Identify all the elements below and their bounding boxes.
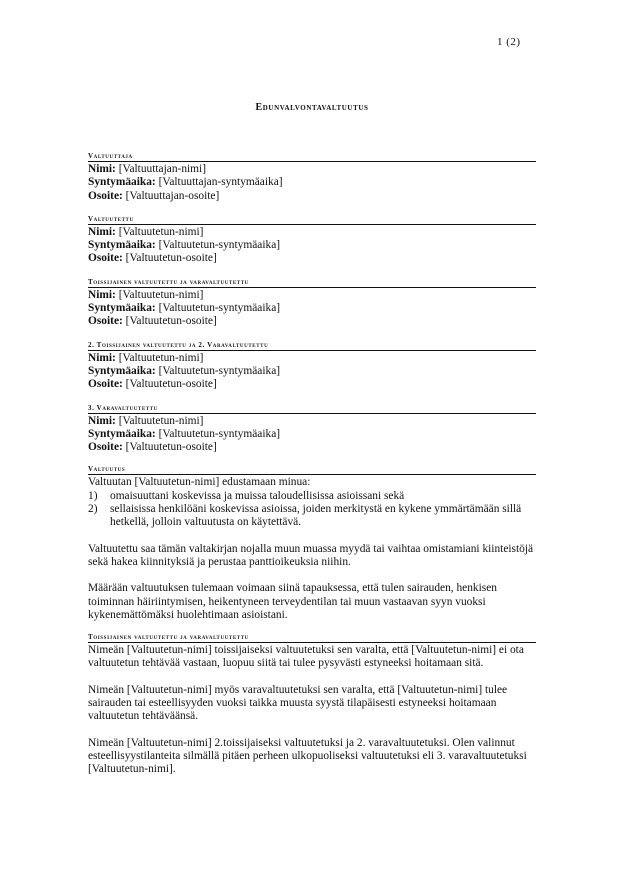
paragraph-deputy: Nimeän [Valtuutetun-nimi] myös varavaltuutetuksi sen varalta, että [Valtuutetun-nimi] tulee sairauden tai esteellisyyden vuoksi taikka muusta syystä tilapäisesti estyneeksi hoitamaan valtuutetun tehtäväänsä. (88, 683, 508, 723)
field-birthdate (88, 176, 536, 189)
field-birthdate (88, 239, 536, 252)
field-name (88, 226, 536, 239)
document-title: Edunvalvontavaltuutus (255, 102, 369, 113)
field-label: Osoite: (88, 252, 123, 265)
field-label: Syntymäaika: (88, 302, 156, 315)
section-valtuutettu (88, 213, 536, 266)
field-value: [Valtuuttajan-nimi] (115, 163, 206, 175)
paragraph-effective: Määrään valtuutuksen tulemaan voimaan siinä tapauksessa, että tulen sairauden, henkisen toiminnan häiriintymisen, heikentyneen terveydentilan tai muun vastaavan syyn vuoksi kykenemättömäksi huolehtimaan asioistani. (88, 582, 497, 621)
field-address (88, 441, 536, 454)
section-valtuutus (88, 463, 536, 622)
field-value: [Valtuuttajan-syntymäaika] (155, 176, 283, 189)
section-toissijainen (88, 276, 536, 329)
field-value: [Valtuutetun-nimi] (115, 351, 204, 364)
document-body (88, 150, 536, 777)
section-heading: Valtuuttaja (88, 150, 536, 162)
section-body (88, 162, 536, 203)
paragraph-substitute: Nimeän [Valtuutetun-nimi] toissijaiseksi valtuutetuksi sen varalta, että [Valtuutetun-nimi] ei ota valtuutetun tehtävää vastaan, luopuu siitä tai tulee pysyvästi estyneeksi hoitamaan sitä. (88, 644, 524, 670)
field-value: [Valtuutetun-syntymäaika] (155, 427, 281, 440)
section-body (88, 475, 536, 622)
field-value: [Valtuutetun-nimi] (115, 288, 204, 301)
list-item (88, 490, 536, 503)
person-sections (88, 150, 536, 454)
page-number: 1 (2) (497, 36, 521, 48)
list-number: 2) (88, 503, 98, 516)
field-value: [Valtuutetun-syntymäaika] (155, 239, 281, 252)
section-toissijainen-2 (88, 339, 536, 392)
field-label: Nimi: (88, 414, 116, 427)
section-heading: Toissijainen valtuutettu ja varavaltuutettu (88, 631, 536, 643)
field-label: Osoite: (88, 378, 123, 391)
section-heading: Toissijainen valtuutettu ja varavaltuutettu (88, 276, 536, 288)
paragraph-second-substitute: Nimeän [Valtuutetun-nimi] 2.toissijaiseksi valtuutetuksi ja 2. varavaltuutetuksi. Olen valinnut esteellisyystilanteita silmällä pitäen perheen ulkopuoliseksi valtuutetuksi eli 3. varavaltuutetuksi [Valtuutetun-nimi]. (88, 736, 527, 776)
section-varavaltuutettu-3 (88, 402, 536, 455)
section-body (88, 288, 536, 329)
field-value: [Valtuutetun-syntymäaika] (155, 302, 281, 315)
section-body (88, 414, 536, 455)
section-body (88, 643, 536, 776)
field-label: Nimi: (88, 351, 116, 364)
field-label: Nimi: (88, 163, 116, 175)
field-name (88, 415, 536, 428)
field-value: [Valtuutetun-nimi] (115, 414, 204, 427)
section-heading: Valtuutettu (88, 213, 536, 225)
field-birthdate (88, 365, 536, 378)
section-heading: 3. Varavaltuutettu (88, 402, 536, 414)
field-name (88, 163, 536, 176)
section-valtuuttaja (88, 150, 536, 203)
authority-list (88, 490, 536, 530)
field-value: [Valtuutetun-osoite] (122, 378, 217, 391)
section-heading: 2. Toissijainen valtuutettu ja 2. Varavaltuutettu (88, 339, 536, 351)
field-label: Syntymäaika: (88, 427, 156, 440)
field-name (88, 289, 536, 302)
field-name (88, 352, 536, 365)
field-address (88, 315, 536, 328)
field-value: [Valtuutetun-osoite] (122, 441, 217, 454)
section-body (88, 351, 536, 392)
field-address (88, 378, 536, 391)
field-birthdate (88, 302, 536, 315)
intro-paragraph: Valtuutan [Valtuutetun-nimi] edustamaan minua: (88, 476, 311, 489)
list-number: 1) (88, 489, 98, 502)
section-heading: Valtuutus (88, 463, 536, 475)
field-label: Nimi: (88, 225, 116, 238)
list-item (88, 503, 536, 530)
field-label: Syntymäaika: (88, 239, 156, 252)
field-value: [Valtuuttajan-osoite] (122, 189, 220, 202)
section-body (88, 225, 536, 266)
field-value: [Valtuutetun-nimi] (115, 225, 204, 238)
list-text: omaisuuttani koskevissa ja muissa taloudellisissa asioissani sekä (110, 489, 405, 502)
list-text: sellaisissa henkilöäni koskevissa asioissa, joiden merkitystä en kykene ymmärtämään sillä hetkellä, jolloin valtuutusta on käytettävä. (110, 503, 522, 529)
section-substitutes (88, 631, 536, 776)
field-label: Syntymäaika: (88, 176, 156, 189)
field-label: Osoite: (88, 441, 123, 454)
field-value: [Valtuutetun-osoite] (122, 315, 217, 328)
field-label: Syntymäaika: (88, 364, 156, 377)
field-label: Nimi: (88, 288, 116, 301)
field-value: [Valtuutetun-osoite] (122, 252, 217, 265)
field-address (88, 190, 536, 203)
field-value: [Valtuutetun-syntymäaika] (155, 364, 281, 377)
paragraph-property: Valtuutettu saa tämän valtakirjan nojalla muun muassa myydä tai vaihtaa omistamiani kiinteistöjä sekä hakea kiinnityksiä ja perustaa panttioikeuksia niihin. (88, 542, 534, 568)
field-label: Osoite: (88, 315, 123, 328)
field-birthdate (88, 428, 536, 441)
field-address (88, 252, 536, 265)
field-label: Osoite: (88, 189, 123, 202)
